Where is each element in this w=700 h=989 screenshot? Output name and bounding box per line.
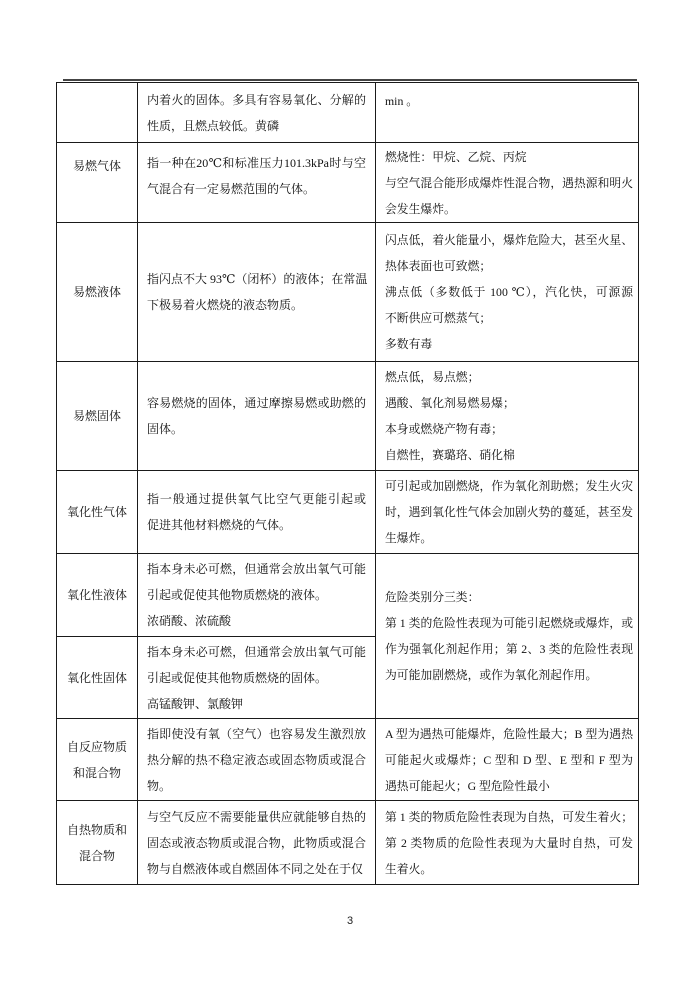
hazard-cell — [376, 362, 639, 471]
text-line: 遇热可能起火；G 型危险性最小 — [385, 778, 550, 793]
table-row — [57, 719, 639, 801]
cell-paragraph — [385, 442, 633, 468]
hazard-cell — [376, 83, 639, 143]
text-line: 热分解的热不稳定液态或固态物质或混合 — [147, 752, 366, 767]
cell-paragraph — [385, 416, 633, 442]
definition-cell — [138, 362, 376, 471]
text-line: 指本身未必可燃，但通常会放出氧气可能 — [147, 562, 366, 576]
table-row — [57, 223, 639, 362]
text-line: 可引起或加剧燃烧，作为氧化剂助燃；发生火灾 — [385, 479, 633, 493]
text-line: 下极易着火燃烧的液态物质。 — [147, 298, 304, 312]
text-line: 生爆炸。 — [385, 531, 433, 545]
cell-paragraph — [385, 144, 633, 170]
cell-paragraph — [385, 170, 633, 222]
text-line: 物与自燃液体或自燃固体不同之处在于仅 — [147, 861, 364, 876]
text-line: 指一种在20℃和标准压力101.3kPa时与空 — [147, 156, 366, 170]
text-line: 危险类别分三类： — [385, 590, 480, 604]
text-line: 促进其他材料燃烧的气体。 — [147, 518, 292, 532]
text-line: 性质，且燃点较低。黄磷 — [147, 118, 280, 133]
text-line: 第 1 类的危险性表现为可能引起燃烧或爆炸，或 — [385, 616, 633, 630]
cell-paragraph — [147, 608, 366, 634]
text-line: 物。 — [147, 778, 172, 793]
cell-paragraph — [147, 639, 366, 691]
cell-paragraph — [385, 279, 633, 331]
text-line: 与空气反应不需要能量供应就能够自热的 — [147, 809, 366, 824]
text-line: 本身或燃烧产物有毒； — [385, 422, 503, 436]
cell-paragraph — [385, 88, 633, 114]
text-line: 闪点低，着火能量小，爆炸危险大，甚至火星、 — [385, 233, 633, 247]
cell-paragraph — [147, 266, 366, 318]
text-line: 引起或促使其他物质燃烧的液体。 — [147, 588, 328, 602]
text-line: 热体表面也可致燃； — [385, 259, 492, 273]
definition-cell — [138, 471, 376, 554]
text-line: 高锰酸钾、氯酸钾 — [147, 696, 244, 711]
text-line: 多数有毒 — [385, 337, 433, 351]
text-line: 固体。 — [147, 422, 184, 436]
text-line: 第 1 类的物质危险性表现为自热，可发生着火； — [385, 809, 633, 824]
cell-paragraph — [147, 486, 366, 538]
text-line: 作为强氧化剂起作用；第 2、3 类的危险性表现 — [385, 642, 633, 656]
cell-paragraph — [385, 610, 633, 688]
category-cell: 易燃液体 — [57, 223, 138, 362]
definition-cell — [138, 554, 376, 637]
cell-paragraph — [147, 390, 366, 442]
cell-paragraph — [385, 804, 633, 882]
definition-cell — [138, 719, 376, 801]
definition-cell — [138, 143, 376, 223]
text-line: 会发生爆炸。 — [385, 201, 456, 216]
text-line: min 。 — [385, 94, 419, 108]
text-line: 时，遇到氧化性气体会加剧火势的蔓延，甚至发 — [385, 505, 633, 519]
cell-paragraph — [147, 87, 366, 139]
header-rule — [63, 79, 637, 81]
category-cell: 氧化性固体 — [57, 637, 138, 719]
category-cell: 易燃固体 — [57, 362, 138, 471]
text-line: 指闪点不大 93℃（闭杯）的液体；在常温 — [147, 272, 368, 286]
hazard-cell — [376, 223, 639, 362]
text-line: A 型为遇热可能爆炸，危险性最大；B 型为遇热 — [385, 726, 633, 741]
definition-cell — [138, 83, 376, 143]
definition-cell — [138, 223, 376, 362]
cell-paragraph — [147, 150, 366, 202]
cell-paragraph — [147, 804, 366, 882]
definition-cell — [138, 801, 376, 885]
category-cell: 氧化性液体 — [57, 554, 138, 637]
cell-paragraph — [385, 721, 633, 799]
text-line: 浓硝酸、浓硫酸 — [147, 614, 232, 628]
text-line: 与空气混合能形成爆炸性混合物，遇热源和明火 — [385, 175, 633, 190]
cell-paragraph — [385, 364, 633, 390]
cell-paragraph — [385, 390, 633, 416]
hazard-cell-merged — [376, 554, 639, 719]
cell-paragraph — [385, 227, 633, 279]
table-row — [57, 554, 639, 637]
text-line: 燃烧性：甲烷、乙烷、丙烷 — [385, 149, 527, 164]
category-cell: 自反应物质和混合物 — [57, 719, 138, 801]
text-line: 遇酸、氧化剂易燃易爆； — [385, 396, 515, 410]
text-line: 引起或促使其他物质燃烧的固体。 — [147, 670, 328, 685]
text-line: 指即使没有氧（空气）也容易发生激烈放 — [147, 726, 366, 741]
category-cell: 自热物质和混合物 — [57, 801, 138, 885]
text-line: 内着火的固体。多具有容易氧化、分解的 — [147, 92, 366, 107]
text-line: 指一般通过提供氧气比空气更能引起或 — [147, 492, 366, 506]
text-line: 沸点低（多数低于 100 ℃），汽化快，可源源 — [385, 285, 633, 299]
text-line: 第 2 类物质的危险性表现为大量时自热，可发 — [385, 835, 633, 850]
category-cell: 氧化性气体 — [57, 471, 138, 554]
category-cell: 易燃气体 — [57, 143, 138, 223]
text-line: 燃点低，易点燃； — [385, 370, 480, 384]
hazard-cell — [376, 471, 639, 554]
cell-paragraph — [385, 331, 633, 357]
text-line: 为可能加剧燃烧，或作为氧化剂起作用。 — [385, 668, 598, 682]
hazard-cell — [376, 719, 639, 801]
table-row — [57, 362, 639, 471]
text-line: 固态或液态物质或混合物，此物质或混合 — [147, 835, 366, 850]
text-line: 生着火。 — [385, 861, 433, 876]
text-line: 指本身未必可燃，但通常会放出氧气可能 — [147, 644, 366, 659]
table-row — [57, 471, 639, 554]
text-line: 自燃性，赛璐珞、硝化棉 — [385, 448, 515, 462]
hazard-cell — [376, 801, 639, 885]
table-row — [57, 143, 639, 223]
hazard-cell — [376, 143, 639, 223]
text-line: 气混合有一定易燃范围的气体。 — [147, 182, 316, 196]
hazard-classification-table — [56, 82, 639, 885]
definition-cell — [138, 637, 376, 719]
table-row — [57, 83, 639, 143]
cell-paragraph — [385, 473, 633, 551]
category-cell — [57, 83, 138, 143]
table-row — [57, 801, 639, 885]
text-line: 容易燃烧的固体，通过摩擦易燃或助燃的 — [147, 396, 366, 410]
cell-paragraph — [147, 556, 366, 608]
page-number: 3 — [346, 915, 354, 927]
cell-paragraph — [147, 721, 366, 799]
text-line: 不断供应可燃蒸气； — [385, 311, 492, 325]
cell-paragraph — [147, 691, 366, 717]
text-line: 可能起火或爆炸；C 型和 D 型、E 型和 F 型为 — [385, 752, 633, 767]
cell-paragraph — [385, 584, 633, 610]
